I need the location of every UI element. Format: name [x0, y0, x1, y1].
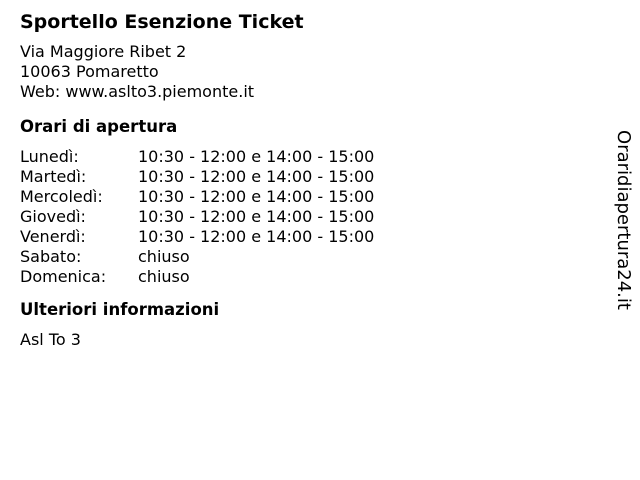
hours-row-friday — [20, 227, 580, 247]
time-value: 10:30 - 12:00 e 14:00 - 15:00 — [138, 227, 375, 246]
hours-row-wednesday — [20, 187, 580, 207]
day-label: Martedì: — [20, 167, 87, 186]
page-title: Sportello Esenzione Ticket — [20, 11, 304, 33]
day-label: Domenica: — [20, 267, 107, 286]
street-address: Via Maggiore Ribet 2 — [20, 42, 187, 61]
day-label: Lunedì: — [20, 147, 79, 166]
hours-row-saturday — [20, 247, 580, 267]
hours-row-monday — [20, 147, 580, 167]
time-value: chiuso — [138, 267, 190, 286]
time-value: 10:30 - 12:00 e 14:00 - 15:00 — [138, 167, 375, 186]
time-value: 10:30 - 12:00 e 14:00 - 15:00 — [138, 207, 375, 226]
city-address: 10063 Pomaretto — [20, 62, 159, 81]
day-label: Mercoledì: — [20, 187, 103, 206]
hours-heading: Orari di apertura — [20, 117, 178, 136]
info-text: Asl To 3 — [20, 330, 81, 349]
time-value: 10:30 - 12:00 e 14:00 - 15:00 — [138, 187, 375, 206]
hours-row-tuesday — [20, 167, 580, 187]
day-label: Giovedì: — [20, 207, 86, 226]
day-label: Sabato: — [20, 247, 82, 266]
business-card — [20, 10, 580, 350]
hours-row-sunday — [20, 267, 580, 287]
day-label: Venerdì: — [20, 227, 86, 246]
time-value: 10:30 - 12:00 e 14:00 - 15:00 — [138, 147, 375, 166]
website-line: Web: www.aslto3.piemonte.it — [20, 82, 255, 101]
time-value: chiuso — [138, 247, 190, 266]
opening-hours-table — [20, 147, 580, 287]
hours-row-thursday — [20, 207, 580, 227]
info-heading: Ulteriori informazioni — [20, 300, 220, 319]
address-block — [20, 42, 580, 102]
site-watermark: Oraridiapertura24.it — [613, 130, 634, 310]
